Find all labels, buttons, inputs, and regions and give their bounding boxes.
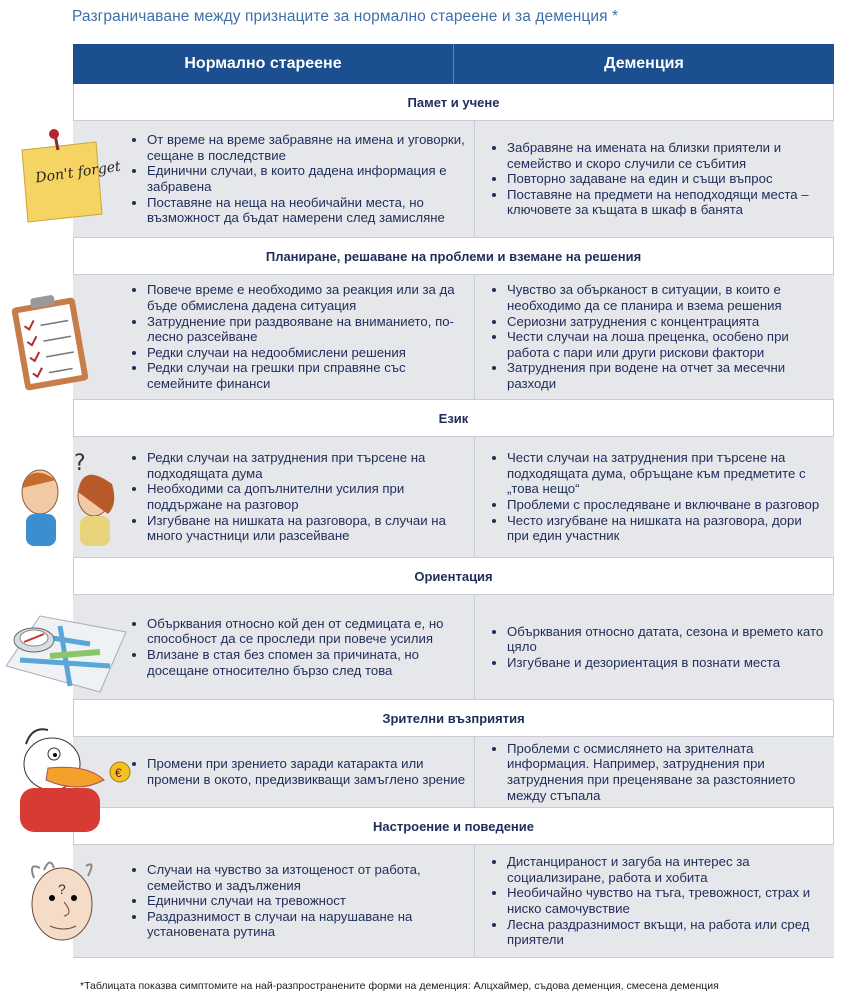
symptom-list — [131, 450, 466, 544]
list-item: • Единични случаи на тревожност — [147, 893, 466, 909]
list-item: • Редки случаи на затруднения при търсене на подходящата дума — [147, 450, 466, 481]
svg-text:€: € — [115, 766, 122, 780]
list-item: • Често изгубване на нишката на разговора, дори при един участник — [507, 513, 826, 544]
table-row — [73, 594, 834, 700]
list-item: • Поставяне на предмети на неподходящи места – ключовете за къщата в шкаф в банята — [507, 187, 826, 218]
confused-people-icon — [10, 448, 120, 548]
list-item: • Проблеми с осмислянето на зрителната информация. Например, затруднения при затруднения при преценяване за разстоянието между стъпала — [507, 741, 826, 803]
header-dementia: Деменция — [604, 55, 684, 72]
symptom-list — [131, 862, 466, 940]
list-item: • Изгубване и дезориентация в познати места — [507, 655, 826, 671]
normal-aging-cell — [73, 121, 475, 237]
list-item: • Обърквания относно кой ден от седмицата е, но способност да се проследи при повече усилия — [147, 616, 466, 647]
duck-with-coin-icon — [8, 724, 132, 836]
dementia-cell — [475, 595, 834, 699]
footnote: *Таблицата показва симптомите на най-разпространените форми на деменция: Алцхаймер, съдова деменция, смесена деменция — [80, 980, 719, 992]
clipboard-checklist-icon — [12, 292, 92, 392]
dementia-cell — [475, 275, 834, 399]
section-title: Език — [73, 400, 834, 436]
list-item: • Лесна раздразнимост вкъщи, на работа или сред приятели — [507, 917, 826, 948]
list-item: • Необичайно чувство на тъга, тревожност, страх и ниско самочувствие — [507, 885, 826, 916]
list-item: • Затруднение при раздвояване на вниманието, по-лесно разсейване — [147, 314, 466, 345]
list-item: • От време на време забравяне на имена и уговорки, сещане в последствие — [147, 132, 466, 163]
svg-text:?: ? — [74, 451, 86, 476]
thinking-man-icon — [14, 854, 114, 950]
svg-text:Don't forget: Don't forget — [34, 158, 122, 187]
symptom-list — [491, 450, 826, 544]
list-item: • Изгубване на нишката на разговора, в случаи на много участници или разсейване — [147, 513, 466, 544]
symptom-list — [491, 624, 826, 671]
symptom-list — [491, 741, 826, 803]
sticky-note-icon — [14, 128, 122, 228]
normal-aging-cell — [73, 845, 475, 957]
symptom-list — [131, 756, 466, 787]
page-title: Разграничаване между признаците за нормално стареене и за деменция * — [72, 8, 619, 25]
list-item: • Промени при зрението заради катаракта или промени в окото, предизвикващи замъглено зрение — [147, 756, 466, 787]
map-compass-icon — [0, 596, 130, 696]
list-item: • Влизане в стая без спомен за причината, но досещане относително бързо след това — [147, 647, 466, 678]
header-normal-aging: Нормално стареене — [73, 44, 454, 84]
normal-aging-cell — [73, 737, 475, 807]
normal-aging-cell — [73, 595, 475, 699]
table-row — [73, 736, 834, 808]
comparison-table — [73, 44, 834, 958]
list-item: • Раздразнимост в случаи на нарушаване на установената рутина — [147, 909, 466, 940]
symptom-list — [131, 132, 466, 226]
dementia-cell — [475, 437, 834, 557]
list-item: • Дистанцираност и загуба на интерес за социализиране, работа и хобита — [507, 854, 826, 885]
section-title: Ориентация — [73, 558, 834, 594]
table-row — [73, 844, 834, 958]
symptom-list — [491, 282, 826, 391]
list-item: • Повторно задаване на един и същи въпрос — [507, 171, 826, 187]
table-row — [73, 120, 834, 238]
list-item: • Редки случаи на грешки при справяне със семейните финанси — [147, 360, 466, 391]
list-item: • Затруднения при водене на отчет за месечни разходи — [507, 360, 826, 391]
list-item: • Повече време е необходимо за реакция или за да бъде обмислена дадена ситуация — [147, 282, 466, 313]
normal-aging-cell — [73, 437, 475, 557]
table-header — [73, 44, 834, 84]
list-item: • Забравяне на имената на близки приятели и семейство и скоро случили се събития — [507, 140, 826, 171]
list-item: • Случаи на чувство за изтощеност от работа, семейство и задължения — [147, 862, 466, 893]
section-title: Зрителни възприятия — [73, 700, 834, 736]
list-item: • Единични случаи, в които дадена информация е забравена — [147, 163, 466, 194]
list-item: • Чести случаи на лоша преценка, особено при работа с пари или други рискови фактори — [507, 329, 826, 360]
symptom-list — [491, 854, 826, 948]
symptom-list — [131, 616, 466, 678]
section-title: Памет и учене — [73, 84, 834, 120]
list-item: • Необходими са допълнителни усилия при поддържане на разговор — [147, 481, 466, 512]
dementia-cell — [475, 737, 834, 807]
list-item: • Чести случаи на затруднения при търсене на подходящата дума, обръщане към предметите с „това нещо“ — [507, 450, 826, 497]
section-title: Настроение и поведение — [73, 808, 834, 844]
svg-text:?: ? — [58, 881, 66, 897]
dementia-cell — [475, 121, 834, 237]
list-item: • Обърквания относно датата, сезона и времето като цяло — [507, 624, 826, 655]
section-title: Планиране, решаване на проблеми и вземане на решения — [73, 238, 834, 274]
table-row — [73, 274, 834, 400]
symptom-list — [491, 140, 826, 218]
list-item: • Редки случаи на недообмислени решения — [147, 345, 466, 361]
list-item: • Проблеми с проследяване и включване в разговор — [507, 497, 826, 513]
dementia-cell — [475, 845, 834, 957]
table-row — [73, 436, 834, 558]
list-item: • Поставяне на неща на необичайни места, но възможност да бъдат намерени след замисляне — [147, 195, 466, 226]
list-item: • Сериозни затруднения с концентрацията — [507, 314, 826, 330]
normal-aging-cell — [73, 275, 475, 399]
symptom-list — [131, 282, 466, 391]
list-item: • Чувство за обърканост в ситуации, в които е необходимо да се планира и взема решения — [507, 282, 826, 313]
